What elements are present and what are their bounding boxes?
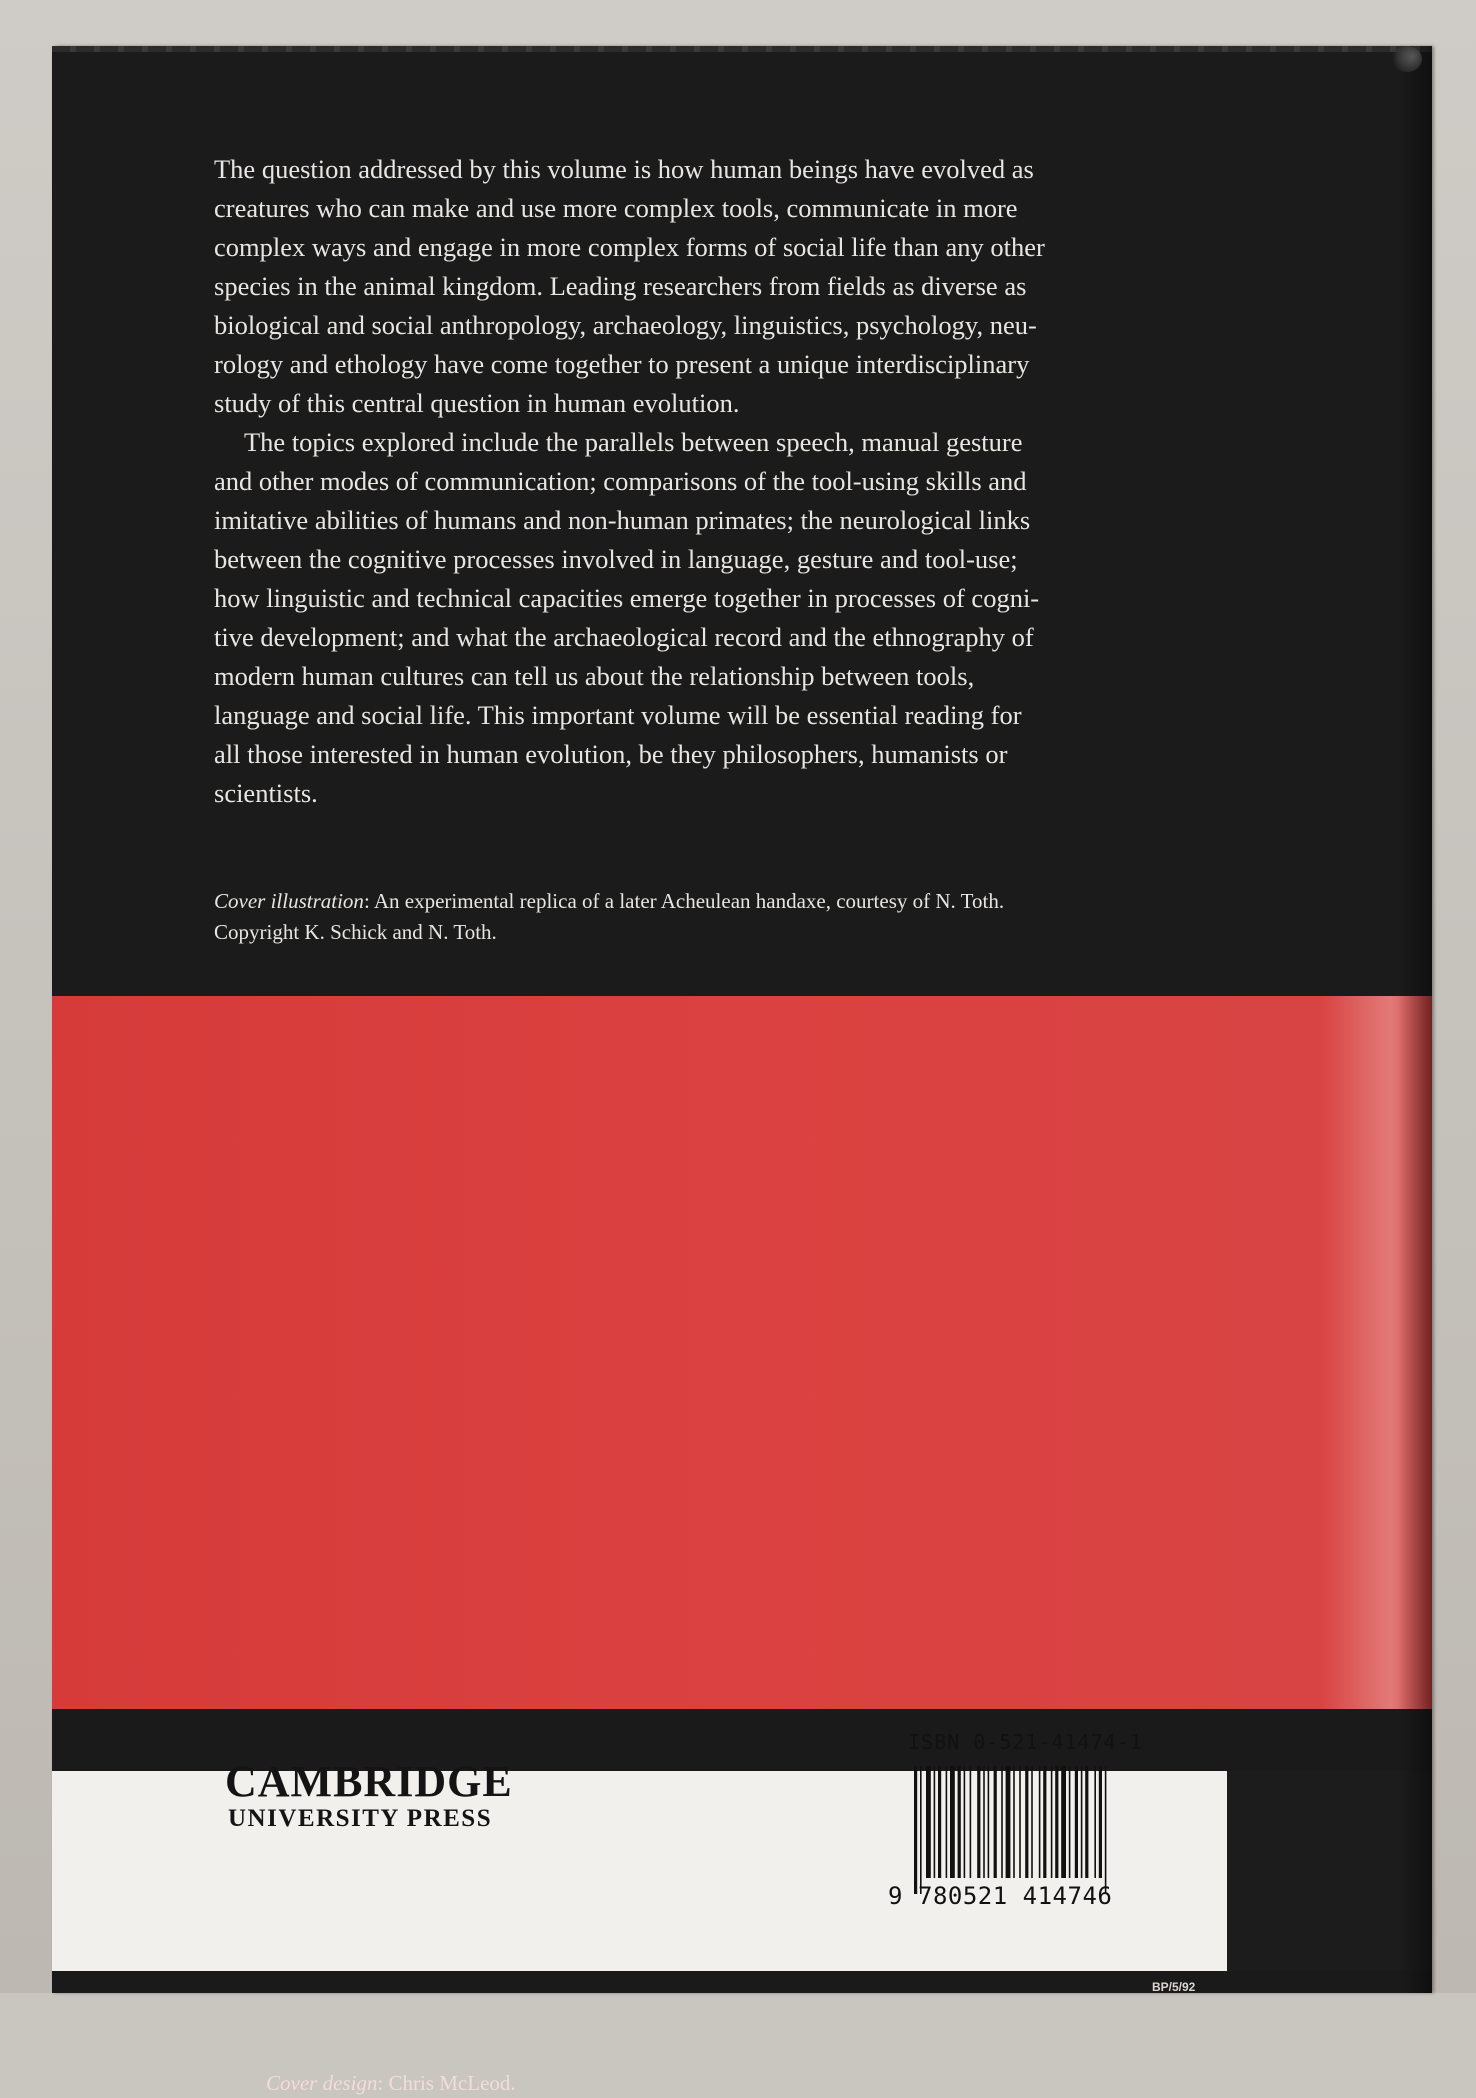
barcode-bar: [964, 1766, 966, 1878]
cover-illustration-credit: [214, 886, 1234, 948]
cover-illustration-text: : An experimental replica of a later Acheulean handaxe, courtesy of N. Toth. Copyright K. Schick and N. Toth.: [214, 889, 1005, 944]
barcode-bar: [1055, 1766, 1058, 1878]
print-code: BP/5/92: [1152, 1980, 1196, 1994]
barcode-bar: [1006, 1766, 1011, 1878]
barcode-bar: [1019, 1766, 1021, 1878]
cover-design-text: : Chris McLeod.: [377, 2071, 516, 2095]
blurb-text: [214, 150, 1234, 813]
barcode-bar: [920, 1766, 922, 1894]
barcode-bar: [1039, 1766, 1041, 1878]
barcode-bar: [926, 1766, 931, 1878]
barcode-bar: [958, 1766, 961, 1878]
barcode-bar: [934, 1766, 936, 1878]
barcode-bar: [983, 1766, 985, 1878]
blurb-paragraph-1: The question addressed by this volume is how human beings have evolved as creatures who can make and use more complex tools, communicate in more complex ways and engage in more complex forms of social life than any other species in the animal kingdom. Leading researchers from fields as diverse as biological and social anthropology, archaeology, linguistics, psychology, neu- rology and ethology have come together to present a unique interdisciplinary study of this central question in human evolution.: [214, 154, 1045, 418]
barcode-bar: [994, 1766, 997, 1878]
barcode-bar: [1031, 1766, 1033, 1878]
barcode-bar: [1061, 1766, 1066, 1878]
barcode-bar: [950, 1766, 955, 1878]
barcode-bar: [1069, 1766, 1071, 1878]
barcode-bar: [914, 1766, 917, 1894]
barcode-bar: [1094, 1766, 1096, 1878]
blurb-paragraph-2: The topics explored include the parallels between speech, manual gesture and other modes of communication; comparisons of the tool-using skills and imitative abilities of humans and non-human primates; the neurological links between the cognitive processes involved in language, gesture and tool-use; how linguistic and technical capacities emerge together in processes of cogni- tive development; and what the archaeological record and the ethnography of modern human cultures can tell us about the relationship between tools, language and social life. This important volume will be essential reading for all those interested in human evolution, be they philosophers, humanists or scientists.: [214, 427, 1040, 808]
barcode-bar: [1043, 1766, 1046, 1878]
barcode-bar: [1105, 1766, 1107, 1894]
barcode-bar: [988, 1766, 990, 1878]
barcode-bar: [946, 1766, 948, 1878]
barcode-bar: [970, 1766, 972, 1878]
barcode-bar: [1001, 1766, 1003, 1878]
publisher-logo: [225, 1757, 513, 1834]
barcode-bar: [1099, 1766, 1102, 1878]
cover-design-label: Cover design: [266, 2071, 378, 2095]
barcode-bar: [1025, 1766, 1028, 1878]
barcode-bar: [1075, 1766, 1078, 1878]
publisher-subtitle: UNIVERSITY PRESS: [228, 1805, 493, 1832]
bottom-strip: [52, 1971, 1432, 1993]
cover-top-edge: [52, 46, 1432, 52]
barcode-bar: [1013, 1766, 1015, 1878]
isbn-label: ISBN 0-521-41474-1: [908, 1730, 1143, 1754]
publisher-name: CAMBRIDGE: [225, 1757, 513, 1806]
barcode-bar: [977, 1766, 980, 1878]
barcode: [912, 1766, 1142, 1894]
cover-design-credit: [266, 2068, 516, 2098]
barcode-bar: [1085, 1766, 1088, 1878]
barcode-bar: [938, 1766, 941, 1878]
ean-first-digit: 9: [888, 1882, 903, 1910]
barcode-bar: [1081, 1766, 1083, 1878]
ean-digits: 780521 414746: [918, 1882, 1113, 1910]
cover-illustration-label: Cover illustration: [214, 889, 364, 913]
spine-shade: [1398, 46, 1432, 1993]
barcode-bar: [1051, 1766, 1053, 1878]
